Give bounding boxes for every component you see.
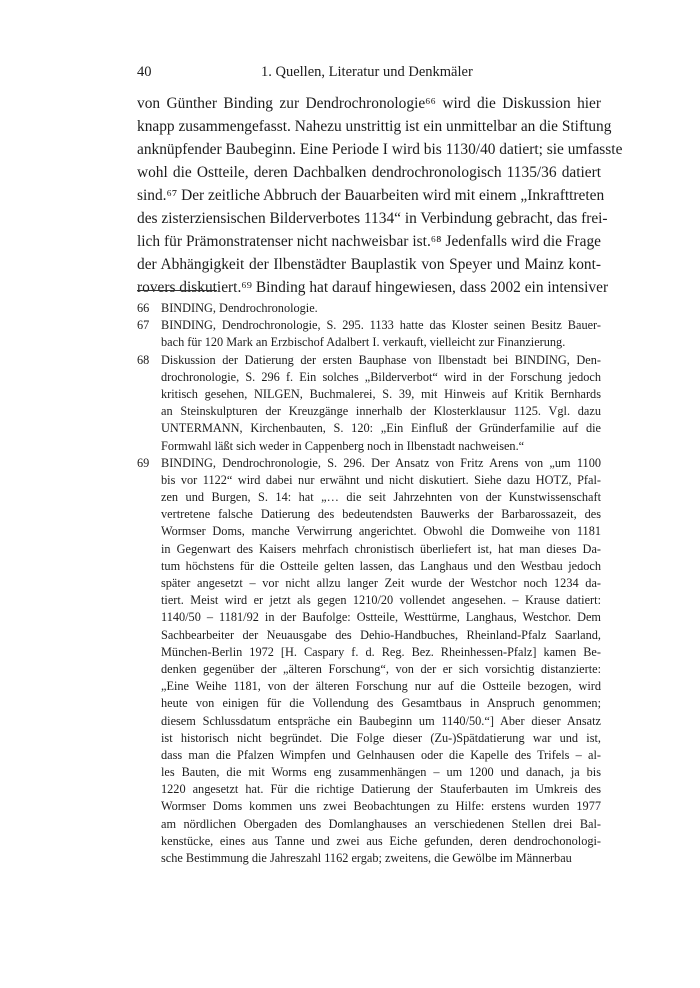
footnote-line xyxy=(137,420,601,437)
footnote-text: bach für 120 Mark an Erzbischof Adalbert I. verkauft, vielleicht zur Finanzierung. xyxy=(161,335,566,350)
footnote-line xyxy=(137,438,601,455)
footnote-text: dass man die Pfalzen Wimpfen und Gelnhausen oder die Kapelle des Trifels – al- xyxy=(161,747,601,762)
footnote-text: UNTERMANN, Kirchenbauten, S. 120: „Ein Einfluß der Gründerfamilie auf die xyxy=(161,421,601,436)
footnote-line xyxy=(137,798,601,815)
footnote-line xyxy=(137,369,601,386)
body-line: lich für Prämonstratenser nicht nachweisbar ist.⁶⁸ Jedenfalls wird die Frage xyxy=(137,233,601,250)
footnote-text: Formwahl läßt sich weder in Cappenberg noch in Ilbenstadt nachweisen.“ xyxy=(161,438,525,453)
footnote-text: Wormser Doms, manche Verwirrung angerichtet. Obwohl die Domweihe von 1181 xyxy=(161,524,601,539)
footnote-text: am nördlichen Obergaden des Domlanghauses an verschiedenen Stellen drei Bal- xyxy=(161,816,601,831)
footnote-text: 1220 angesetzt hat. Für die richtige Datierung der Stauferbauten im Umkreis des xyxy=(161,782,601,797)
footnote-text: BINDING, Dendrochronologie. xyxy=(161,301,318,315)
footnote-text: BINDING, Dendrochronologie, S. 296. Der Ansatz von Fritz Arens von „um 1100 xyxy=(161,455,601,470)
footnote-line xyxy=(137,455,601,472)
footnote-line xyxy=(137,816,601,833)
body-line: des zisterziensischen Bilderverbotes 1134“ in Verbindung gebracht, das frei- xyxy=(137,210,608,227)
footnote-line xyxy=(137,747,601,764)
footnote-text: Sachbearbeiter der Neuausgabe des Dehio-Handbuches, Rheinland-Pfalz Saarland, xyxy=(161,627,601,642)
footnote-line xyxy=(137,334,601,351)
footnote-separator xyxy=(137,290,217,291)
running-title: 1. Quellen, Literatur und Denkmäler xyxy=(261,64,473,80)
footnote-text: heute von einigen für die Vollendung des Gesamtbaus in Anspruch genommen; xyxy=(161,696,601,711)
footnote-text: drochronologie, S. 296 f. Ein solches „Bilderverbot“ wird in der Forschung jedoch xyxy=(161,369,601,384)
footnote-text: zen und Burgen, S. 14: hat „… die seit Jahrzehnten von der Kunstwissenschaft xyxy=(161,490,601,505)
footnote-line xyxy=(137,781,601,798)
footnote-text: denken gegenüber der „älteren Forschung“, von der er sich vorsichtig distanzierte: xyxy=(161,661,601,676)
footnote-line xyxy=(137,541,601,558)
running-header xyxy=(137,64,607,84)
footnote-line xyxy=(137,352,601,369)
footnote-text: tum höchstens für die Ostteile gelten lassen, das Langhaus und den Westbau jedoch xyxy=(161,558,601,573)
footnote-line xyxy=(137,317,601,334)
footnote-number: 67 xyxy=(137,318,150,333)
footnote-number: 66 xyxy=(137,301,150,315)
body-line: rovers diskutiert.⁶⁹ Binding hat darauf hingewiesen, dass 2002 ein intensiver xyxy=(137,279,609,296)
footnote-line xyxy=(137,644,601,661)
footnote-line xyxy=(137,386,601,403)
footnote-line xyxy=(137,592,601,609)
footnote-text: München-Berlin 1972 [H. Caspary f. d. Reg. Bez. Rheinhessen-Pfalz] kamen Be- xyxy=(161,644,601,659)
footnote-number: 68 xyxy=(137,352,150,367)
footnote-line xyxy=(137,850,601,867)
footnote-line xyxy=(137,523,601,540)
footnote-text: les Bauten, die mit Worms eng zusammenhängen – um 1200 und danach, ja bis xyxy=(161,765,601,780)
footnote-line xyxy=(137,833,601,850)
footnote-text: 1140/50 – 1181/92 in der Baufolge: Ostteile, Westtürme, Langhaus, Westchor. Dem xyxy=(161,610,601,625)
body-text xyxy=(137,92,623,299)
footnote-text: Wormser Doms kommen uns zwei Beobachtungen zu Hilfe: erstens wurden 1977 xyxy=(161,799,601,814)
body-line: knapp zusammengefasst. Nahezu unstrittig ist ein unmittelbar an die Stiftung xyxy=(137,118,612,135)
page-number: 40 xyxy=(137,64,152,80)
footnote-line xyxy=(137,609,601,626)
body-line: der Abhängigkeit der Ilbenstädter Bauplastik von Speyer und Mainz kont- xyxy=(137,256,601,273)
body-line: von Günther Binding zur Dendrochronologie⁶⁶ wird die Diskussion hier xyxy=(137,95,601,112)
footnote-line xyxy=(137,506,601,523)
footnote-text: Diskussion der Datierung der ersten Bauphase von Ilbenstadt bei BINDING, Den- xyxy=(161,352,601,367)
footnote-text: tiert. Meist wird er jetzt als gegen 1210/20 vollendet angesehen. – Krause datiert: xyxy=(161,593,601,608)
footnote-line xyxy=(137,661,601,678)
footnote-line xyxy=(137,403,601,420)
footnote-text: vertretene falsche Datierung des bedeutendsten Bauwerks der Barbarossazeit, des xyxy=(161,507,601,522)
footnote-text: sche Bestimmung die Jahreszahl 1162 ergab; zweitens, die Gewölbe im Männerbau xyxy=(161,851,572,865)
footnote-text: kritisch gesehen, NILGEN, Buchmalerei, S. 39, mit Hinweis auf Kritik Bernhards xyxy=(161,386,601,401)
footnote-line xyxy=(137,695,601,712)
footnote-line xyxy=(137,627,601,644)
footnote-text: später angesetzt – vor nicht allzu langer Zeit wurde der Westchor noch 1234 da- xyxy=(161,576,601,590)
body-line: anknüpfender Baubeginn. Eine Periode I wird bis 1130/40 datiert; sie umfasste xyxy=(137,141,623,158)
footnote-line xyxy=(137,489,601,506)
footnote-line xyxy=(137,300,601,317)
footnote-text: an Steinskulpturen der Kreuzgänge innerhalb der Klosterklausur 1125. Vgl. dazu xyxy=(161,404,601,419)
footnote-line xyxy=(137,713,601,730)
footnote-line xyxy=(137,575,601,592)
footnote-number: 69 xyxy=(137,455,150,470)
footnote-text: in Gegenwart des Kaisers mehrfach chronistisch überliefert ist, hat man dieses Da- xyxy=(161,541,601,556)
footnote-text: kenstücke, eines aus Tanne und zwei aus Eiche gefunden, deren dendrochonologi- xyxy=(161,833,601,848)
footnote-line xyxy=(137,678,601,695)
footnote-line xyxy=(137,472,601,489)
footnote-text: ist historisch nicht begründet. Die Folge dieser (Zu-)Spätdatierung war und ist, xyxy=(161,730,601,745)
body-line: wohl die Ostteile, deren Dachbalken dendrochronologisch 1135/36 datiert xyxy=(137,164,601,181)
footnote-text: „Eine Weihe 1181, von der älteren Forschung nur auf die Ostteile bezogen, wird xyxy=(161,679,601,694)
footnote-line xyxy=(137,730,601,747)
footnote-line xyxy=(137,558,601,575)
footnotes xyxy=(137,300,601,867)
footnote-text: diesem Schlussdatum entspräche ein Baubeginn um 1140/50.“] Aber dieser Ansatz xyxy=(161,713,601,728)
footnote-text: bis vor 1122“ wird dabei nur erwähnt und nicht diskutiert. Siehe dazu HOTZ, Pfal- xyxy=(161,472,601,487)
body-line: sind.⁶⁷ Der zeitliche Abbruch der Bauarbeiten wird mit einem „Inkrafttreten xyxy=(137,187,605,204)
footnote-text: BINDING, Dendrochronologie, S. 295. 1133 hatte das Kloster seinen Besitz Bauer- xyxy=(161,318,601,333)
footnote-line xyxy=(137,764,601,781)
